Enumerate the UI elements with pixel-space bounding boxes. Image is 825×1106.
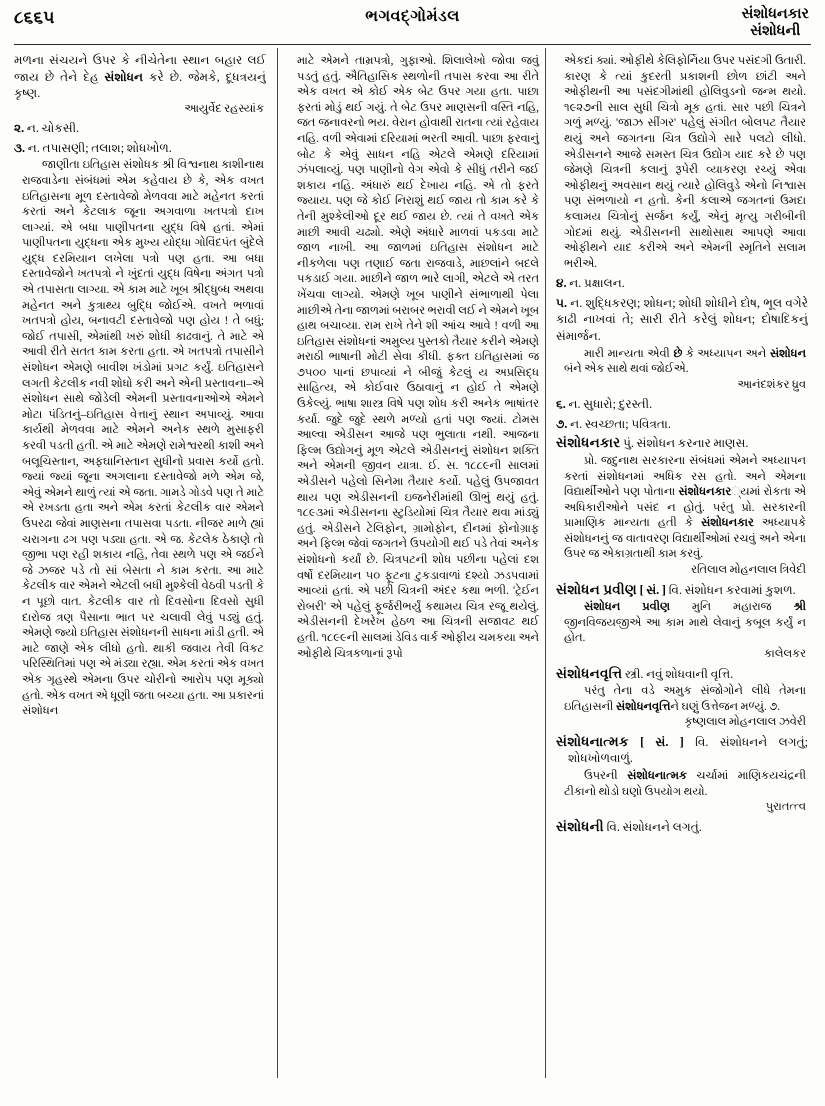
illustrative-quotation-continued: એકદાં ક્યાં. ઓફીથે કેલિફોર્નિયા ઉપર પસંદગી ઉતારી. કારણ કે ત્યાં કુદરતી પ્રકાશની છોળ છાંટી અને ઓફીથની આ પસંદગીમાંથી હોલિવુડનો જન્મ થયો. ૧૯૨૭ની સાલ સુધી ચિત્રો મૂક હતાં. સાર પછી ચિત્રને ગળું મળ્યું. 'જાઝ સીંગર' પહેલું સંગીત બોલપટ તૈયાર થયું અને જગતના ચિત્ર ઉદ્યોગે સારે પલટો લીધો. એડીસનને આજે સમસ્ત ચિત્ર ઉદ્યોગ યાદ કરે છે પણ જેમણે ચિત્રની કલાનું રૂપેરી વ્યાકરણ રચ્યું એવા ઓફીથનું અવસાન થયું ત્યારે હોલિવુડે એનો નિશ્વાસ પણ સંભળાયો ન હતો. કેની કલાએ જગતનાં ઉમદા કલામય ચિત્રોનું સર્જન કર્યું, એનું મૃત્યુ ગરીબીની ગોદમાં થયું. એડીસનની સાથોસાથ આપણે આવા ઓફીથને યાદ કરીએ અને એમની સ્મૃતિને સલામ ભરીએ. — [564, 55, 806, 270]
column-divider-rule-2 — [545, 48, 546, 1078]
dictionary-sense: ૫. ન. શુદ્ધિકરણ; શોધન; શોધી શોધીને દોષ, ભૂલ વગેરે કાઢી નાખવાં તે; સારી રીતે કરેલું શોધન; દોષાદિકનું સંમાર્જન. — [556, 295, 808, 343]
dictionary-entry — [556, 435, 808, 452]
quotation-attribution: પુરાતત્ત્વ — [765, 801, 806, 814]
dictionary-sense: ૭. ન. સ્વચ્છતા; પવિત્રતા. — [556, 416, 671, 431]
running-head-last: સંશોધની — [750, 23, 801, 40]
page-header — [0, 0, 825, 42]
sense-number: ૭. — [556, 416, 568, 431]
running-head-first: સંશોધનકાર — [741, 6, 809, 22]
text-column-2 — [289, 52, 541, 1082]
sense-number: ૩. — [14, 140, 26, 155]
quotation-attribution: કૃષ્ણલાલ મોહનલાલ ઝવેરી — [684, 716, 806, 729]
header-divider-rule — [14, 44, 811, 45]
quotation-attribution: આયુર્વેદ રહસ્યાંક — [184, 102, 264, 115]
illustrative-quotation: જાણીતા ઇતિહાસ સંશોધક શ્રી વિશ્વનાથ કાશીનાથ રાજવાડેના સંબંધમાં એમ કહેવાય છે કે, એક વખત ઇતિહાસના મૂળ દસ્તાવેજો મેળવવા માટે મહેનત કરતાં કરતાં અને કેટલાક જૂના અગવાળા ખતપત્રો દાખ લાગ્યાં. એ બધા પાણીપતના યુદ્ધ વિષે હતાં. એમાં પાણીપતના યુદ્ધના એક મુખ્ય યોદ્ધા ગોવિંદપંત બુંદેલે યુદ્ધ દરમિયાન લખેલા પત્રો પણ હતા. આ બધા દસ્તાવેજોને ખતપત્રો ને ખુંદતાં યુદ્ધ વિષેના અંગત પત્રો એ તપાસતા લાગ્યા. એ કામ માટે ખૂબ શ્રીદ્ધુબ્ધ અથવા મહેનત અને કુત્રાથ્ય બુદ્ધિ જોઈએ. વખતે ભળાવાં ખતપત્રો હોય, બનાવટી દસ્તાવેજો પણ હોય ! તે બધું; જોઈ તપાસી, એમાંથી ખરું શોધી કાઢવાનું. તે માટે એ આવી રીતે સતત કામ કરતા હતા. એ ખતપત્રો તપાસીને સંશોધન એમણે બાવીશ ખંડોમાં પ્રગટ કર્યું. ઇતિહાસને લગતી કેટલીક નવી શોધો કરી અને એની પ્રસ્તાવના–એ સંશોધન સાથે જોડેલી એમની પ્રસ્તાવનાઓએ એમને મોટા પંડિતનું–ઇતિહાસ વેત્તાનું સ્થાન અપાવ્યું. આવા કાર્યથી મેળવવા માટે એમને અનેક સ્થળે મુસાફરી કરવી પડતી હતી. એ માટે એમણે રામેશ્વરથી કાશી અને બલૂચિસ્તાન, અફઘાનિસ્તાન સુધીનો પ્રવાસ કર્યો હતો. જ્યાં જ્યાં જૂના અગલાના દસ્તાવેજો મળે એમ જે, એવું એમને થાળું ત્યાં એ જતા. ગામડે ગોડવે પણ તે માટે એ રખડતા હતા અને એમ કરતાં કેટલીક વાર એમને ઉપરઢા જેવાં માણસના તપાસવા પડતા. નીજર માળે હ્યાં ચરાગના ઢગ પણ પડ્યા હતા. એ જ. કેટલેક ઠેકાણે તો જીભા પણ રહી શકાય નહિ, તેવા સ્થળે પણ એ જઈને જે ઝજર પડે તો સાં બેસતા ને કામ કરતા. આ માટે કેટલીક વાર એમને એટલી બધી મુશ્કેલી વેઠવી પડતી કે ન પૂછો વાત. કેટલીક વાર તો દિવસોના દિવસો સુધી દારોજ ત્રણ પૈસાના ભાત પર ચલાવી લેવું પડ્યું હતું. એમણે જ્યો ઇતિહાસ સંશોધનની સાધના માંડી હતી. એ માટે જાણે એક લીધો હતો. થાકી જવાય તેવી વિકટ પરિસ્થિતિમાં પણ એ મંડ્યા રહ્યા. એમ કરતાં એક વખત એક ગૃહસ્થે એમના ઉપર ચોરીનો આરોપ પણ મૂક્યો હતો. એક વખત એ ધૂણી જતા બચ્યા હતા. આ પ્રકારનાં સંશોધન — [22, 159, 264, 718]
entry-headword: સંશોધનકાર — [556, 435, 621, 451]
entry-headword: સંશોધનાત્મક — [556, 733, 629, 749]
sense-number: ૪. — [556, 276, 567, 291]
body-paragraph-continued: મળના સંચયને ઉપર કે નીચેતેના સ્થાન બહાર લઈ જાય છે તેને દેહ સંશોધન કરે છે. જેમકે, દૂધત્રયનું કૃષ્ણ. — [14, 53, 266, 101]
dictionary-entry — [556, 666, 808, 683]
running-heads — [742, 6, 809, 40]
dictionary-entry — [556, 582, 808, 599]
text-column-3 — [556, 52, 808, 1082]
dictionary-entry — [556, 819, 808, 836]
sense-number: ૫. — [556, 295, 567, 310]
page-number: ૮૬૬૫ — [14, 8, 55, 27]
book-title: ભગવદ્ગોમંડલ — [365, 8, 460, 25]
entry-definition: પું. સંશોધન કરનાર માણસ. — [623, 436, 749, 451]
entry-definition: સ્ત્રી. નવું શોધવાની વૃત્તિ. — [625, 666, 734, 681]
sense-number: ૬. — [556, 397, 566, 412]
quotation-attribution: આનંદશંકર ધ્રુવ — [737, 378, 806, 391]
entry-definition: વિ. સંશોધન કરવામાં કુશળ. — [668, 582, 796, 597]
quotation-attribution: રતિલાલ મોહનલાલ ત્રિવેદી — [691, 564, 806, 577]
dictionary-sense: ૨. ન. ચોકસી. — [14, 121, 80, 136]
illustrative-quotation: મારી માન્યતા એવી છે કે અધ્યાપન અને સંશોધન બંને એક સાથે થવાં જોઈએ. — [564, 347, 806, 376]
dictionary-sense: ૩. ન. તપાસણી; તલાશ; શોધખોળ. — [14, 140, 172, 155]
entry-definition: વિ. સંશોધનને લગતું; શોધખોળવાળું. — [568, 734, 808, 766]
dictionary-sense: ૪. ન. પ્રક્ષાલન. — [556, 276, 625, 291]
illustrative-quotation: પ્રો. જદુનાથ સરકારના સંબંધમાં એમને અધ્યાપન કરતાં સંશોધનમાં અધિક રસ હતો. અને એમના વિદ્યાર્થીઓને પણ પોતાના સંશોધનકાર્યમાં રોકતા એ અધિકારીઓને પસંદ ન હોતું. પરંતુ પ્રો. સરકારની પ્રામાણિક માન્યતા હતી કે સંશોધનકાર અધ્યાપકે સંશોધનનું જ વાતાવરણ વિદ્યાર્થીઓમાં રચવું અને એના ઉપર જ એકાગ્રતાથી કામ કરવું. — [564, 454, 806, 561]
entry-headword: સંશોધની — [556, 818, 604, 834]
entry-headword: સંશોધન પ્રવીણ — [556, 581, 637, 597]
quotation-attribution: કાલેલકર — [764, 648, 806, 660]
entry-origin-bracket: [ સં. ] — [640, 734, 684, 749]
dictionary-entry — [556, 734, 808, 767]
sense-number: ૨. — [14, 121, 25, 136]
illustrative-quotation: પરંતુ તેના વડે અમુક સંજોગોને લીધે તેમના ઇતિહાસની સંશોધનવૃત્તિને ઘણું ઉત્તેજન મળ્યું. ૭. — [564, 685, 806, 713]
entry-headword: સંશોધનવૃત્તિ — [556, 665, 623, 681]
illustrative-quotation-continued: માટે એમને તામ્રપત્રો, ગુફાઓ. શિલાલેખો જોવા જવું પડતું હતું. ઐતિહાસિક સ્થળોની તપાસ કરવા આ રીતે એક વખત એ કોઈ એક બેટ ઉપર ગયા હતા. પાછા ફરતાં મોડું થઈ ગયું. તે બેટ ઉપર માણસની વસ્તિ નહિ, જત જનાવરનો ભય. વેરાન હોવાથી રાતના ત્યાં રહેવાય નહિ. વળી એવામાં દરિયામાં ભરતી આવી. પાછા ફરવાનું બોટ કે એવું સાધન નહિ એટલે એમણે દરિયામાં ઝંપલાવ્યું. પણ પાણીનો વેગ એવો કે સીધું તરીને જઈ શકાય નહિ. અંધારું થઈ દેખાય નહિ. એ તો ફરતે જ્યાય. પણ જે કોઈ નિરાશું થઈ જાય તો કામ કરે કે તેની મુશ્કેલીઓ દૂર થઈ જાય છે. ત્યાં તે વખતે એક માછી આવી ચઢ્યો. એણે અંધારે માળવાં પકડવા માટે જાળ નાખી. આ જાળમાં ઇતિહાસ સંશોધન માટે નીકળેલા પણ તણાઈ જતા રાજવાડે, માછલાંને બદલે પકડાઈ ગયા. માછીને જાળ ભારે લાગી, એટલે એ તરત ખેંચવા લાગ્યો. એમણે ખૂબ પાણીને સંભાળાથી પેલા માછીએ તેના જાળમાં બરાબર ભરાવી લઈ ને એમને ખૂબ હાથ બચાવ્યા. રામ રાખે તેને શી આંચ આવે ! વળી આ ઇતિહાસ સંશોધનાં અમુલ્ય પુસ્તકો તૈયાર કરીને એમણે મરાઠી ભાષાની મોટી સેવા કીધી. ફક્ત ઇતિહાસમાં જ ૭૫૦૦ પાનાં છપાવ્યાં ને બીજું કેટલું ય અપ્રસિદ્ધ સાહિત્ય, એ કોઈવાર ઉઠાવાનું ન હોઈ તે એમણે ઉકેલ્યું. ભાષા શાસ્ત્ર વિષે પણ શોધ કરી અનેક ભાષાંતર કર્યા. જુદે જુદે સ્થળે મળ્યો હતાં પણ જ્યાં. ટોમસ આલ્વા એડીસન આજે પણ ભુલાતા નથી. આજના ફિલ્મ ઉદ્યોગનું મૂળ એટલે એડીસનનું સંશોધન શક્તિ અને એમની જીવન યાત્રા. ઈ. સ. ૧૮૮૯ની સાલમાં એડીસને પહેલો સિનેમા તૈયાર કર્યો. પહેલું ઉપજાવત થાય પણ એડીસનની ઇજનેરીમાંથી ઊભું થયું હતું. ૧૮૯૩માં એડીસનના સ્ટુડિયોમાં ચિત્ર તૈયાર થવા માંડ્યું હતું. એડીસને ટેલિફોન, ગ્રામોફોન, દીનમાં ફોનોગ્રાફ અને ફિલ્મ જેવાં જગતને ઉપયોગી થઈ પડે તેવાં અનેક સંશોધનો કર્યાં છે. ચિત્રપટની શોધ પછીના પહેલાં દશ વર્ષો દરમિયાન ૫૦ ફૂટના ટુકડાવાળાં દશ્યો ઝડપવામાં આવ્યાં હતાં. એ પછી ચિત્રની અંદર કથા ભળી. 'ટ્રેઈન રોબરી' એ પહેલું ફૂર્જરીભર્યું કથામય ચિત્ર રજૂ થયેલું. એડીસનની દેખરેખ હેઠળ આ ચિત્રની સજાવટ થઈ હતી. ૧૮૯૯ની સાલમાં ડેવિડ વાર્ક ઓફીય ચમકયા અને ઓફીથે ચિત્રકળાનાં રૂપો — [297, 55, 539, 660]
entry-origin-bracket: [ સં. ] — [639, 582, 666, 597]
column-divider-rule-1 — [277, 48, 278, 1078]
illustrative-quotation: ઉપરની સંશોધનાત્મક ચર્ચામાં માણિકયચંદ્રની ટીકાનો થોડો ઘણો ઉપયોગ થયો. — [564, 770, 807, 798]
dictionary-sense: ૬. ન. સુધારો; દુરસ્તી. — [556, 397, 653, 412]
text-column-1 — [14, 52, 266, 1082]
illustrative-quotation: સંશોધન પ્રવીણ મુનિ મહારાજ શ્રી જીનવિજયજીએ આ કામ માથે લેવાનું કબૂલ કર્યું ન હોત. — [564, 601, 806, 645]
entry-definition: વિ. સંશોધનને લગતું. — [606, 819, 702, 834]
